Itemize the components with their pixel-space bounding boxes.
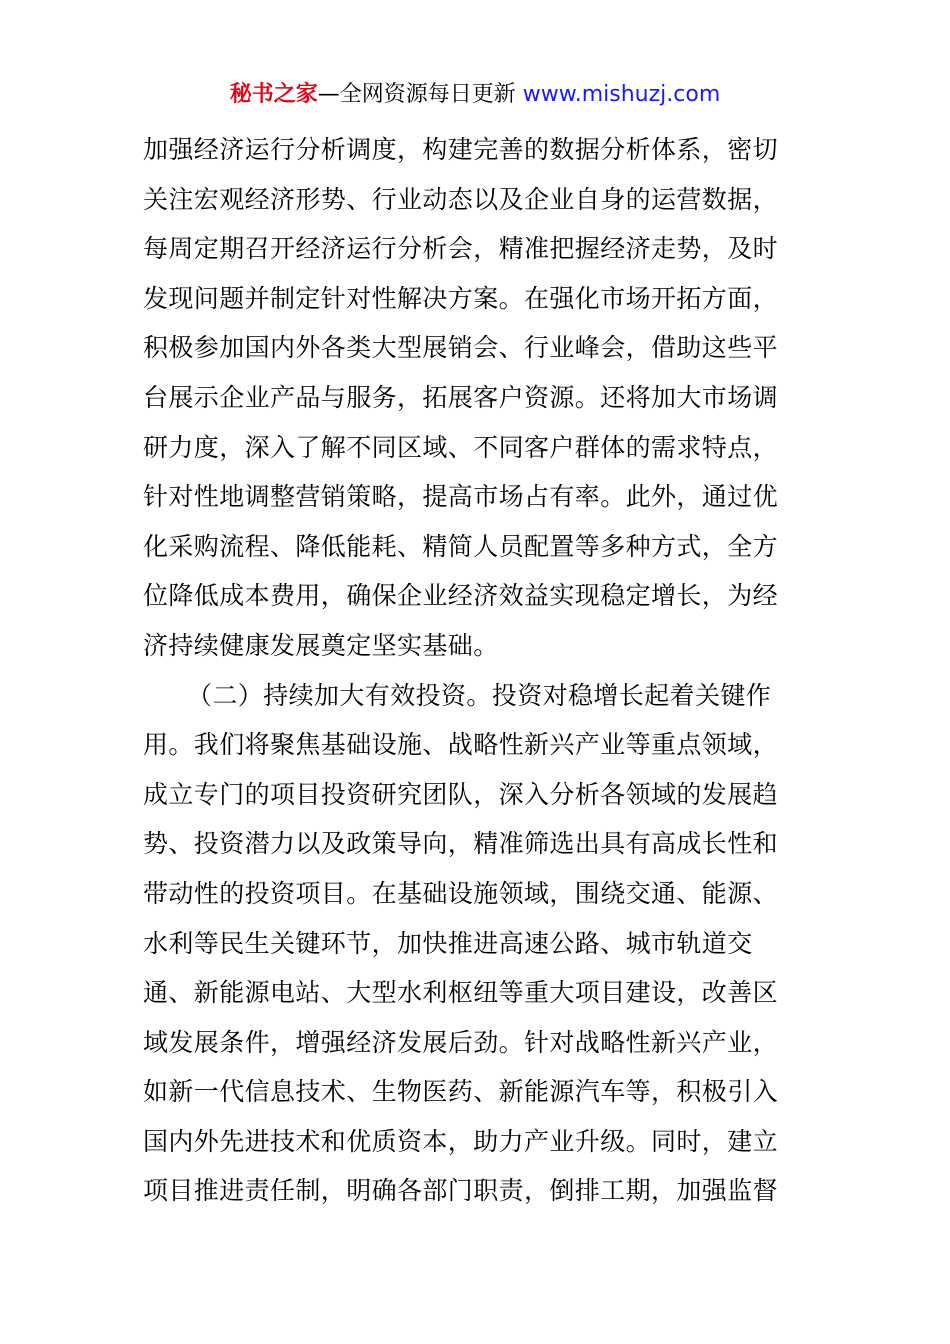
text-line: 通、新能源电站、大型水利枢纽等重大项目建设，改善区 bbox=[143, 978, 779, 1008]
text-line: 国内外先进技术和优质资本，助力产业升级。同时，建立 bbox=[143, 1126, 779, 1156]
header-url[interactable]: www.mishuzj.com bbox=[522, 82, 721, 107]
text-line: 域发展条件，增强经济发展后劲。针对战略性新兴产业， bbox=[143, 1027, 779, 1057]
text-line: 如新一代信息技术、生物医药、新能源汽车等，积极引入 bbox=[143, 1077, 779, 1107]
text-line: 位降低成本费用，确保企业经济效益实现稳定增长，为经 bbox=[143, 581, 779, 611]
brand-name: 秘书之家 bbox=[229, 82, 318, 107]
page-header bbox=[0, 80, 950, 110]
text-line: 积极参加国内外各类大型展销会、行业峰会，借助这些平 bbox=[143, 333, 779, 363]
text-line: 研力度，深入了解不同区域、不同客户群体的需求特点， bbox=[143, 432, 779, 462]
header-tagline: —全网资源每日更新 bbox=[317, 82, 516, 107]
text-line: 用。我们将聚焦基础设施、战略性新兴产业等重点领域， bbox=[143, 730, 779, 760]
document-body bbox=[143, 125, 807, 1216]
text-line: 水利等民生关键环节，加快推进高速公路、城市轨道交 bbox=[143, 928, 753, 958]
text-line: 项目推进责任制，明确各部门职责，倒排工期，加强监督 bbox=[143, 1176, 779, 1206]
text-line: 针对性地调整营销策略，提高市场占有率。此外，通过优 bbox=[143, 482, 779, 512]
text-line: 台展示企业产品与服务，拓展客户资源。还将加大市场调 bbox=[143, 382, 779, 412]
text-line: 带动性的投资项目。在基础设施领域，围绕交通、能源、 bbox=[143, 878, 779, 908]
text-line: 化采购流程、降低能耗、精简人员配置等多种方式，全方 bbox=[143, 531, 779, 561]
text-line: 成立专门的项目投资研究团队，深入分析各领域的发展趋 bbox=[143, 779, 779, 809]
text-line: 每周定期召开经济运行分析会，精准把握经济走势，及时 bbox=[143, 234, 779, 264]
text-line: 济持续健康发展奠定坚实基础。 bbox=[143, 630, 499, 660]
text-line: 势、投资潜力以及政策导向，精准筛选出具有高成长性和 bbox=[143, 829, 779, 859]
section-heading-line: （二）持续加大有效投资。投资对稳增长起着关键作 bbox=[187, 680, 772, 710]
text-line: 加强经济运行分析调度，构建完善的数据分析体系，密切 bbox=[143, 135, 779, 164]
text-line: 关注宏观经济形势、行业动态以及企业自身的运营数据， bbox=[143, 184, 779, 214]
text-line: 发现问题并制定针对性解决方案。在强化市场开拓方面， bbox=[143, 283, 779, 313]
